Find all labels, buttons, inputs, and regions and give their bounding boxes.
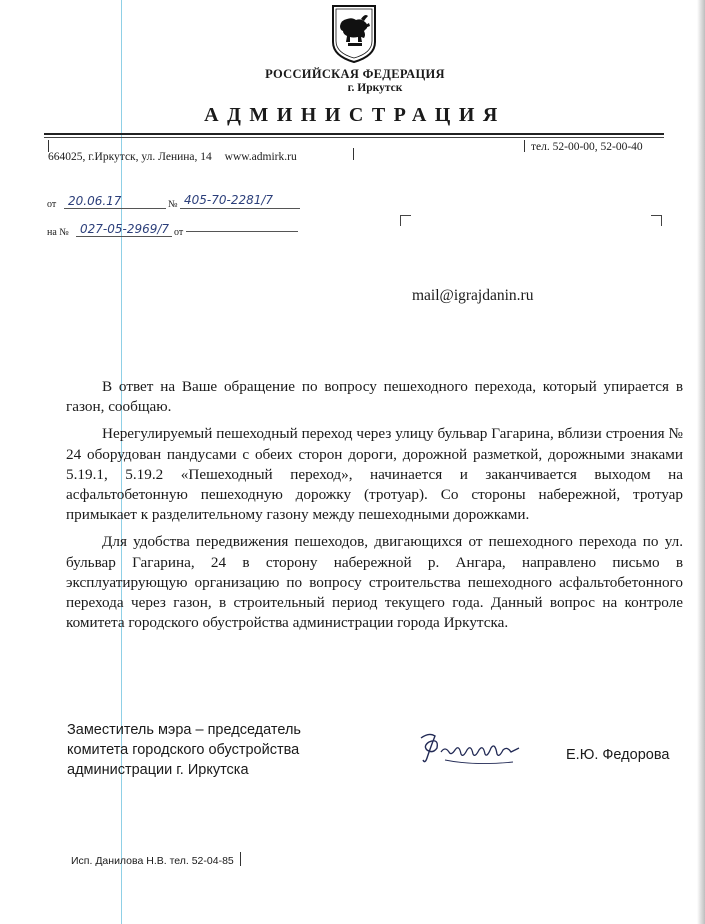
from-label: от (47, 199, 57, 210)
signatory-name: Е.Ю. Федорова (566, 747, 670, 763)
date-underline (64, 208, 166, 209)
phone-numbers: тел. 52-00-00, 52-00-40 (531, 141, 643, 153)
header-rule (44, 133, 664, 135)
reply-number-underline (76, 236, 172, 237)
letter-body (66, 377, 683, 640)
reply-from-label: от (174, 227, 184, 238)
incoming-number: 027-05-2969/7 (80, 222, 170, 236)
reply-to-label: на № (47, 227, 69, 238)
number-label: № (168, 199, 178, 210)
scan-edge-shadow (697, 0, 705, 924)
country-name: РОССИЙСКАЯ ФЕДЕРАЦИЯ (265, 67, 445, 81)
footer-bracket (240, 852, 241, 866)
reply-date-underline (186, 231, 298, 232)
website-text: www.admirk.ru (224, 151, 297, 163)
recipient-corner-left (400, 215, 411, 226)
handwritten-signature (415, 728, 525, 770)
address-line (48, 151, 297, 163)
position-line: администрации г. Иркутска (67, 762, 249, 778)
position-line: комитета городского обустройства (67, 742, 300, 758)
body-paragraph: В ответ на Ваше обращение по вопросу пешеходного перехода, который упирается в газон, сообщаю. (66, 378, 683, 416)
irkutsk-coat-of-arms-icon (331, 4, 377, 64)
body-paragraph: Нерегулируемый пешеходный переход через улицу бульвар Гагарина, вблизи строения № 24 оборудован пандусами с обеих сторон дороги, дорожной разметкой, дорожными знаками 5.19.1, 5.19.2 «Пешеходный переход», начинается и заканчивается выходом на асфальтобетонную пешеходную дорожку (тротуар). Со стороны набережной, тротуар примыкает к разделительному газону между пешеходными дорожками. (66, 425, 683, 524)
body-paragraph: Для удобства передвижения пешеходов, двигающихся от пешеходного перехода по ул. бульвар Гагарина, 24 в сторону набережной р. Ангара, направлено письмо в эксплуатирующую организацию по вопросу строительства пешеходного асфальтобетонного перехода через газон, в строительный период текущего года. Данный вопрос на контроле комитета городского обустройства администрации города Иркутска. (66, 533, 683, 632)
number-underline (180, 208, 300, 209)
header-rule-thin (44, 137, 664, 138)
address-bracket-end (353, 148, 354, 160)
phone-bracket (524, 140, 525, 152)
city-name: г. Иркутск (347, 82, 403, 94)
executor-info: Исп. Данилова Н.В. тел. 52-04-85 (71, 855, 234, 867)
position-line: Заместитель мэра – председатель (67, 722, 301, 738)
postal-address: 664025, г.Иркутск, ул. Ленина, 14 (48, 151, 212, 163)
outgoing-date: 20.06.17 (68, 194, 122, 208)
recipient-corner-right (651, 215, 662, 226)
outgoing-number: 405-70-2281/7 (184, 193, 274, 207)
organization-title: АДМИНИСТРАЦИЯ (204, 104, 506, 126)
recipient-email: mail@igrajdanin.ru (412, 287, 534, 304)
signatory-position (67, 720, 301, 780)
